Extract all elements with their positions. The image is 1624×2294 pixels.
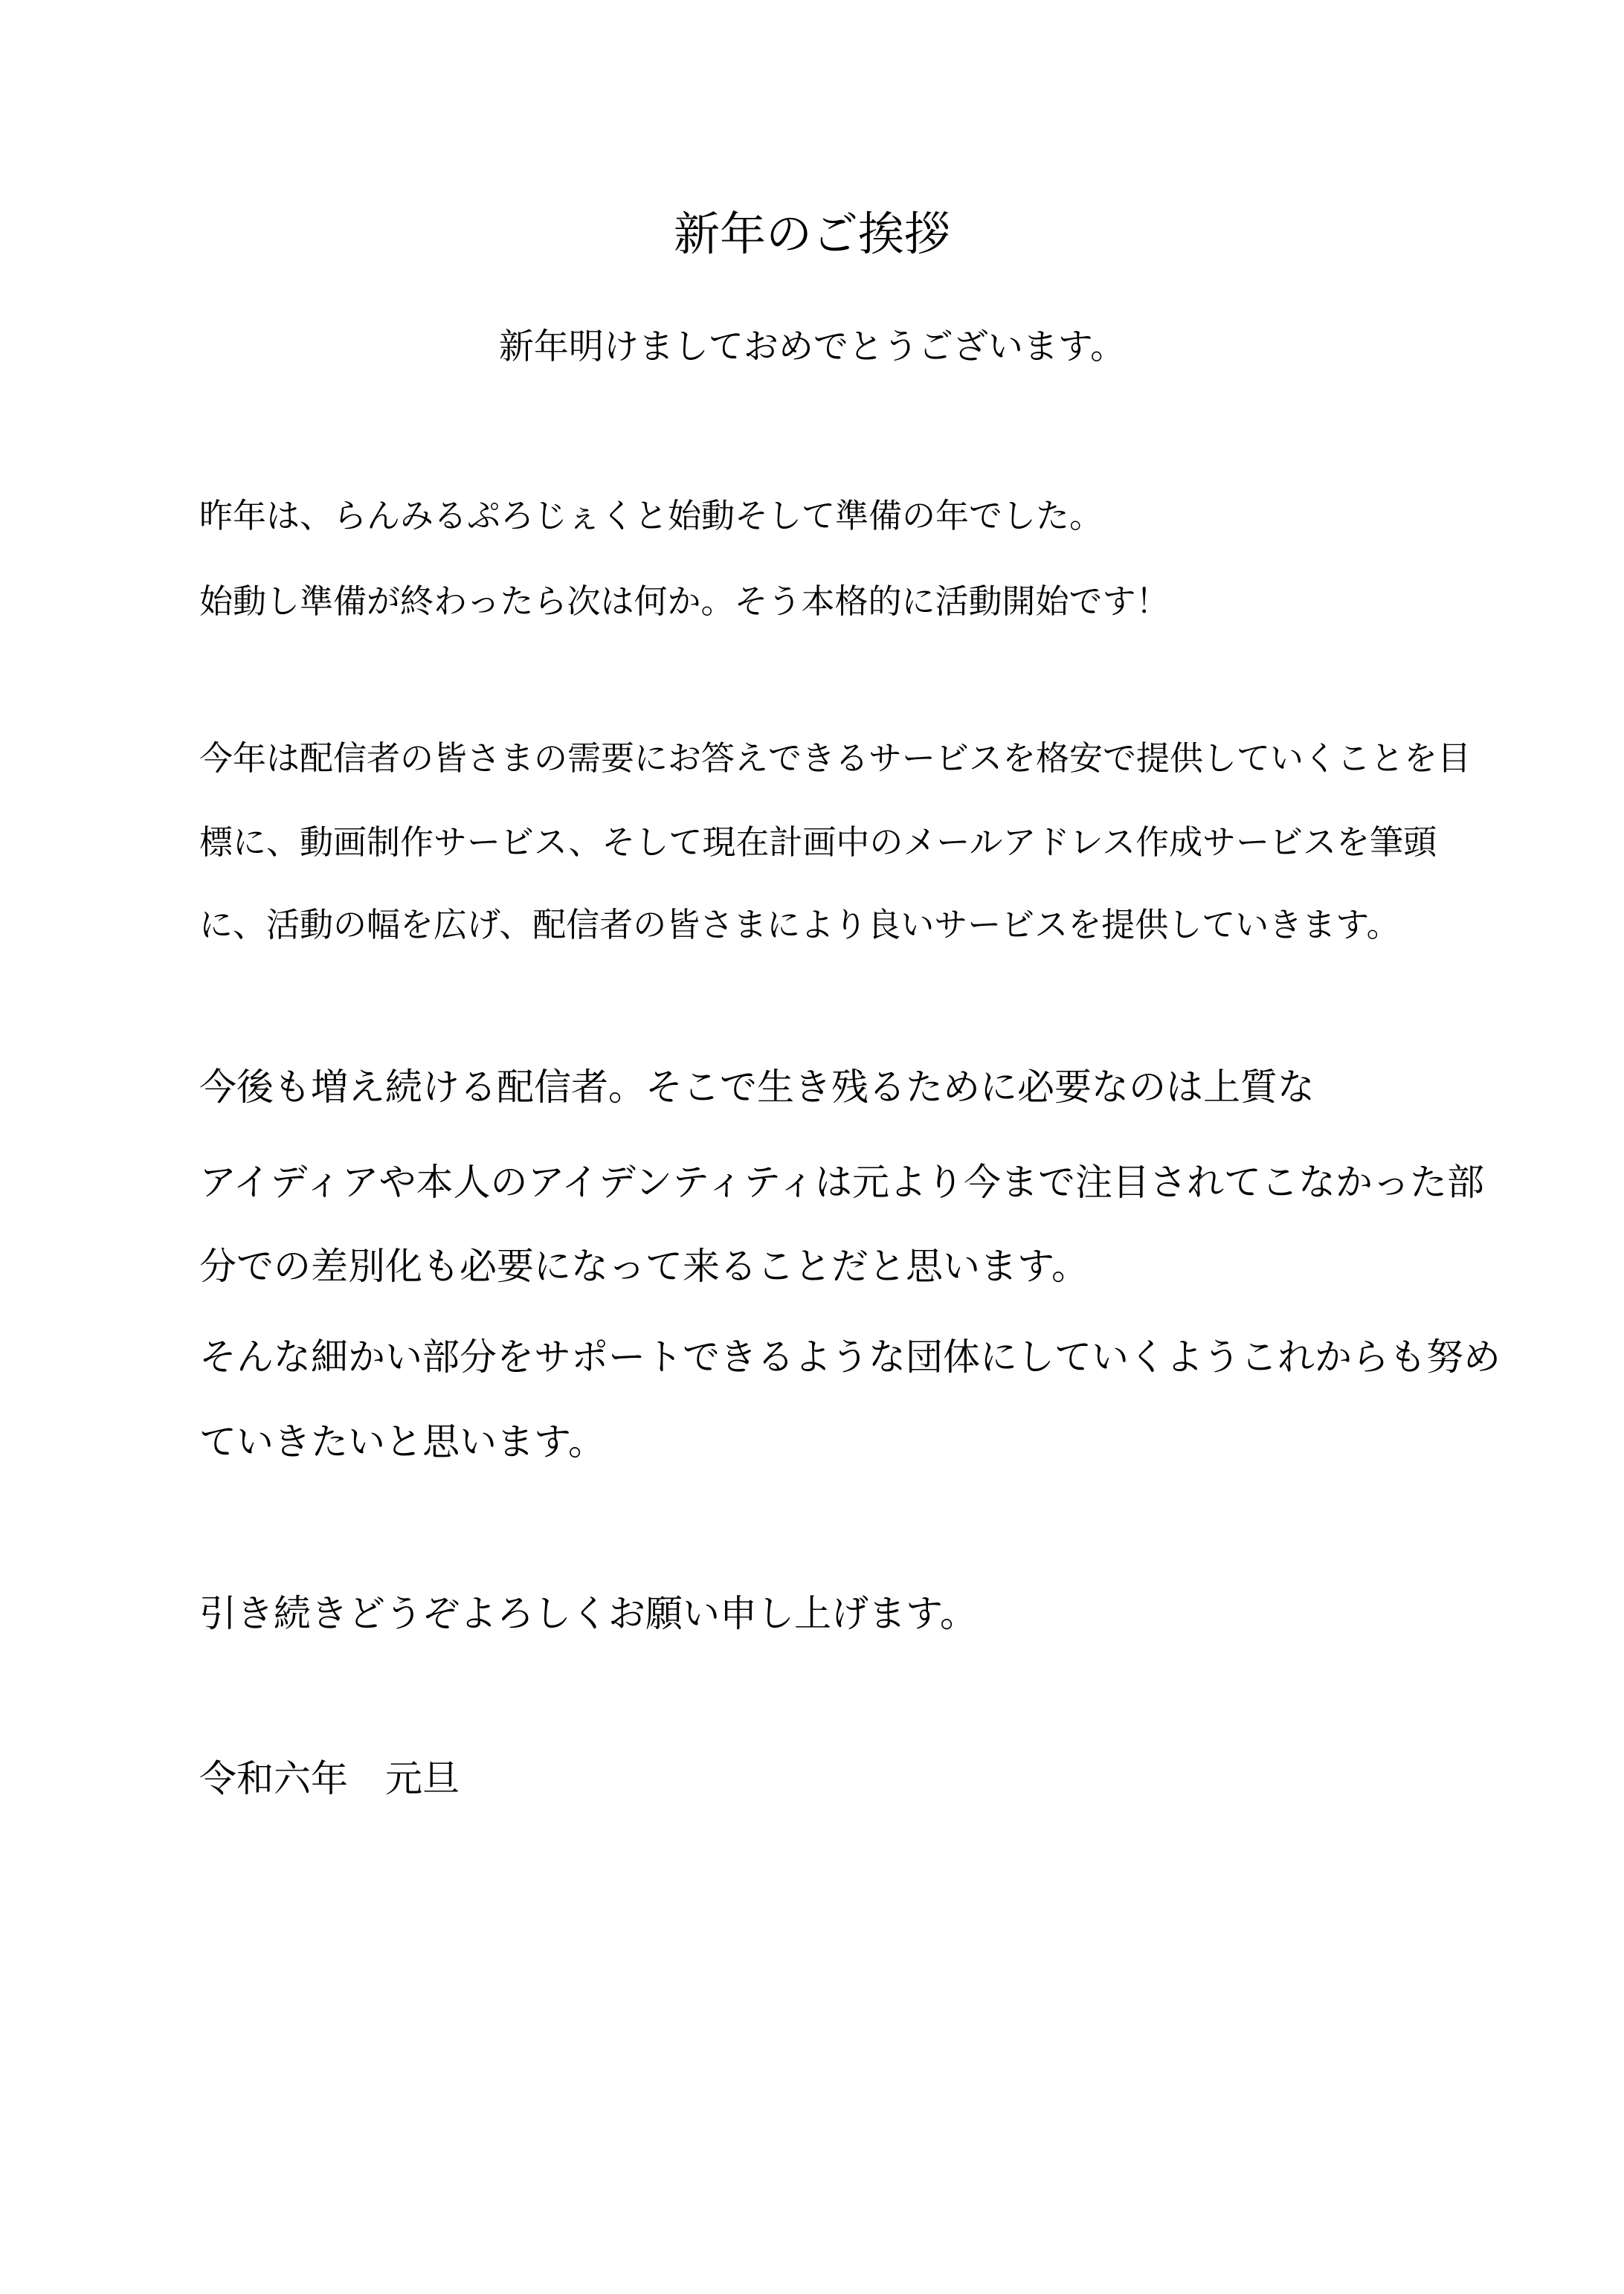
closing-line: 引き続きどうぞよろしくお願い申し上げます。 — [199, 1592, 977, 1635]
date-line: 令和六年 元旦 — [199, 1757, 460, 1800]
paragraph2-line-2: 標に、動画制作サービス、そして現在計画中のメールアドレス作成サービスを筆頭 — [199, 822, 1437, 862]
paragraph1-line-2: 始動し準備が終わったら次は何か。そう本格的に活動開始です！ — [199, 581, 1170, 621]
paragraph1-line-1: 昨年は、らんみるぷろじぇくと始動そして準備の年でした。 — [199, 496, 1103, 535]
paragraph2-line-3: に、活動の幅を広げ、配信者の皆さまにより良いサービスを提供していきます。 — [199, 905, 1400, 944]
paragraph3-line-3: 分での差別化も必要になって来ることだと思います。 — [199, 1245, 1089, 1288]
paragraph3-line-5: ていきたいと思います。 — [199, 1420, 605, 1463]
greeting-line: 新年明けましておめでとうございます。 — [498, 326, 1126, 367]
document-title: 新年のご挨拶 — [673, 207, 950, 261]
paragraph3-line-1: 今後も増え続ける配信者。そこで生き残るために必要なのは上質な — [199, 1066, 1315, 1109]
paragraph2-line-1: 今年は配信者の皆さまの需要にお答えできるサービスを格安で提供していくことを目 — [199, 738, 1472, 778]
paragraph3-line-2: アイディアや本人のアイデンティティは元より今まで注目されてこなかった部 — [199, 1161, 1484, 1204]
paragraph3-line-4: そんな細かい部分をサポートできるような団体にしていくようこれからも努め — [199, 1336, 1501, 1379]
